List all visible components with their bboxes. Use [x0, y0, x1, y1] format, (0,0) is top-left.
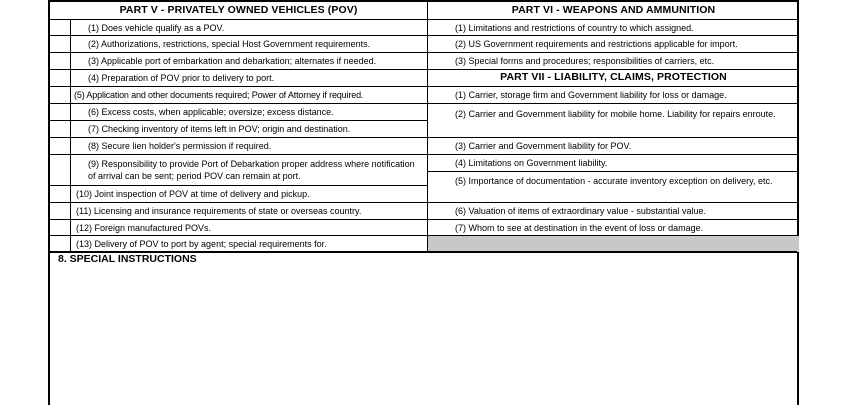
- part-vi-item-label: (1) Limitations and restrictions of country to which assigned.: [455, 23, 694, 33]
- special-instructions-field[interactable]: [50, 266, 797, 405]
- part-v-item-1[interactable]: [50, 19, 427, 36]
- part-vi-item-label: (2) US Government requirements and restrictions applicable for import.: [455, 39, 738, 49]
- part-v-item-label: (5) Application and other documents required; Power of Attorney if required.: [74, 90, 364, 100]
- part-v-item-13[interactable]: [50, 235, 427, 252]
- part-v-item-label: (9) Responsibility to provide Port of Debarkation proper address where notification of arrival can be sent; period POV can remain at port.: [88, 159, 415, 181]
- part-v-item-6[interactable]: [50, 103, 427, 121]
- part-v-item-label: (12) Foreign manufactured POVs.: [76, 223, 212, 233]
- part-vii-item-label: (3) Carrier and Government liability for POV.: [455, 141, 632, 151]
- part-v-item-label: (4) Preparation of POV prior to delivery to port.: [88, 73, 275, 83]
- part-v-item-label: (10) Joint inspection of POV at time of delivery and pickup.: [76, 189, 310, 199]
- part-v-item-7[interactable]: [50, 120, 427, 138]
- part-v-item-label: (7) Checking inventory of items left in POV; origin and destination.: [88, 124, 351, 134]
- part-v-item-label: (11) Licensing and insurance requirements of state or overseas country.: [76, 206, 362, 216]
- part-v-item-8[interactable]: [50, 137, 427, 155]
- part-vi-item-3[interactable]: [428, 52, 799, 70]
- part-v-item-5[interactable]: [50, 86, 427, 104]
- part-vii-item-label: (2) Carrier and Government liability for mobile home. Liability for repairs enroute.: [455, 109, 776, 119]
- part-v-item-11[interactable]: [50, 202, 427, 220]
- part-vii-item-label: (7) Whom to see at destination in the event of loss or damage.: [455, 223, 704, 233]
- part-v-item-label: (13) Delivery of POV to port by agent; special requirements for.: [76, 239, 327, 249]
- part-v-item-label: (2) Authorizations, restrictions, special Host Government requirements.: [88, 39, 371, 49]
- part-vii-item-label: (4) Limitations on Government liability.: [455, 158, 608, 168]
- part-v-item-10[interactable]: [50, 185, 427, 203]
- part-v-item-12[interactable]: [50, 219, 427, 236]
- part-vii-title: PART VII - LIABILITY, CLAIMS, PROTECTION: [500, 71, 727, 83]
- part-v-item-label: (1) Does vehicle qualify as a POV.: [88, 23, 225, 33]
- part-v-item-4[interactable]: [50, 69, 427, 87]
- part-v-item-label: (3) Applicable port of embarkation and debarkation; alternates if needed.: [88, 56, 377, 66]
- part-vii-item-label: (6) Valuation of items of extraordinary value - substantial value.: [455, 206, 706, 216]
- shaded-empty-cell: [428, 235, 799, 252]
- part-v-item-3[interactable]: [50, 52, 427, 70]
- part-v-item-2[interactable]: [50, 35, 427, 53]
- part-vii-item-5[interactable]: [428, 171, 799, 203]
- part-v-title: PART V - PRIVATELY OWNED VEHICLES (POV): [119, 4, 358, 16]
- part-vi-item-1[interactable]: [428, 19, 799, 36]
- part-vii-item-2[interactable]: [428, 103, 799, 138]
- part-vii-item-label: (5) Importance of documentation - accurate inventory exception on delivery, etc.: [455, 176, 773, 186]
- part-vi-title: PART VI - WEAPONS AND AMMUNITION: [511, 4, 716, 16]
- part-v-item-label: (6) Excess costs, when applicable; oversize; excess distance.: [88, 107, 334, 117]
- part-vii-item-4[interactable]: [428, 154, 799, 172]
- part-vii-item-label: (1) Carrier, storage firm and Government liability for loss or damage.: [455, 90, 727, 100]
- part-v-item-9[interactable]: [50, 154, 427, 186]
- part-vi-item-2[interactable]: [428, 35, 799, 53]
- part-vii-item-1[interactable]: [428, 86, 799, 104]
- special-instructions-label: 8. SPECIAL INSTRUCTIONS: [58, 253, 197, 265]
- part-vii-header-row: [428, 69, 799, 87]
- counseling-checklist-form: [48, 0, 799, 405]
- part-vi-item-label: (3) Special forms and procedures; responsibilities of carriers, etc.: [455, 56, 715, 66]
- part-v-item-label: (8) Secure lien holder's permission if required.: [88, 141, 272, 151]
- part-vii-item-3[interactable]: [428, 137, 799, 155]
- part-vii-item-7[interactable]: [428, 219, 799, 236]
- part-vii-item-6[interactable]: [428, 202, 799, 220]
- top-border: [50, 0, 797, 2]
